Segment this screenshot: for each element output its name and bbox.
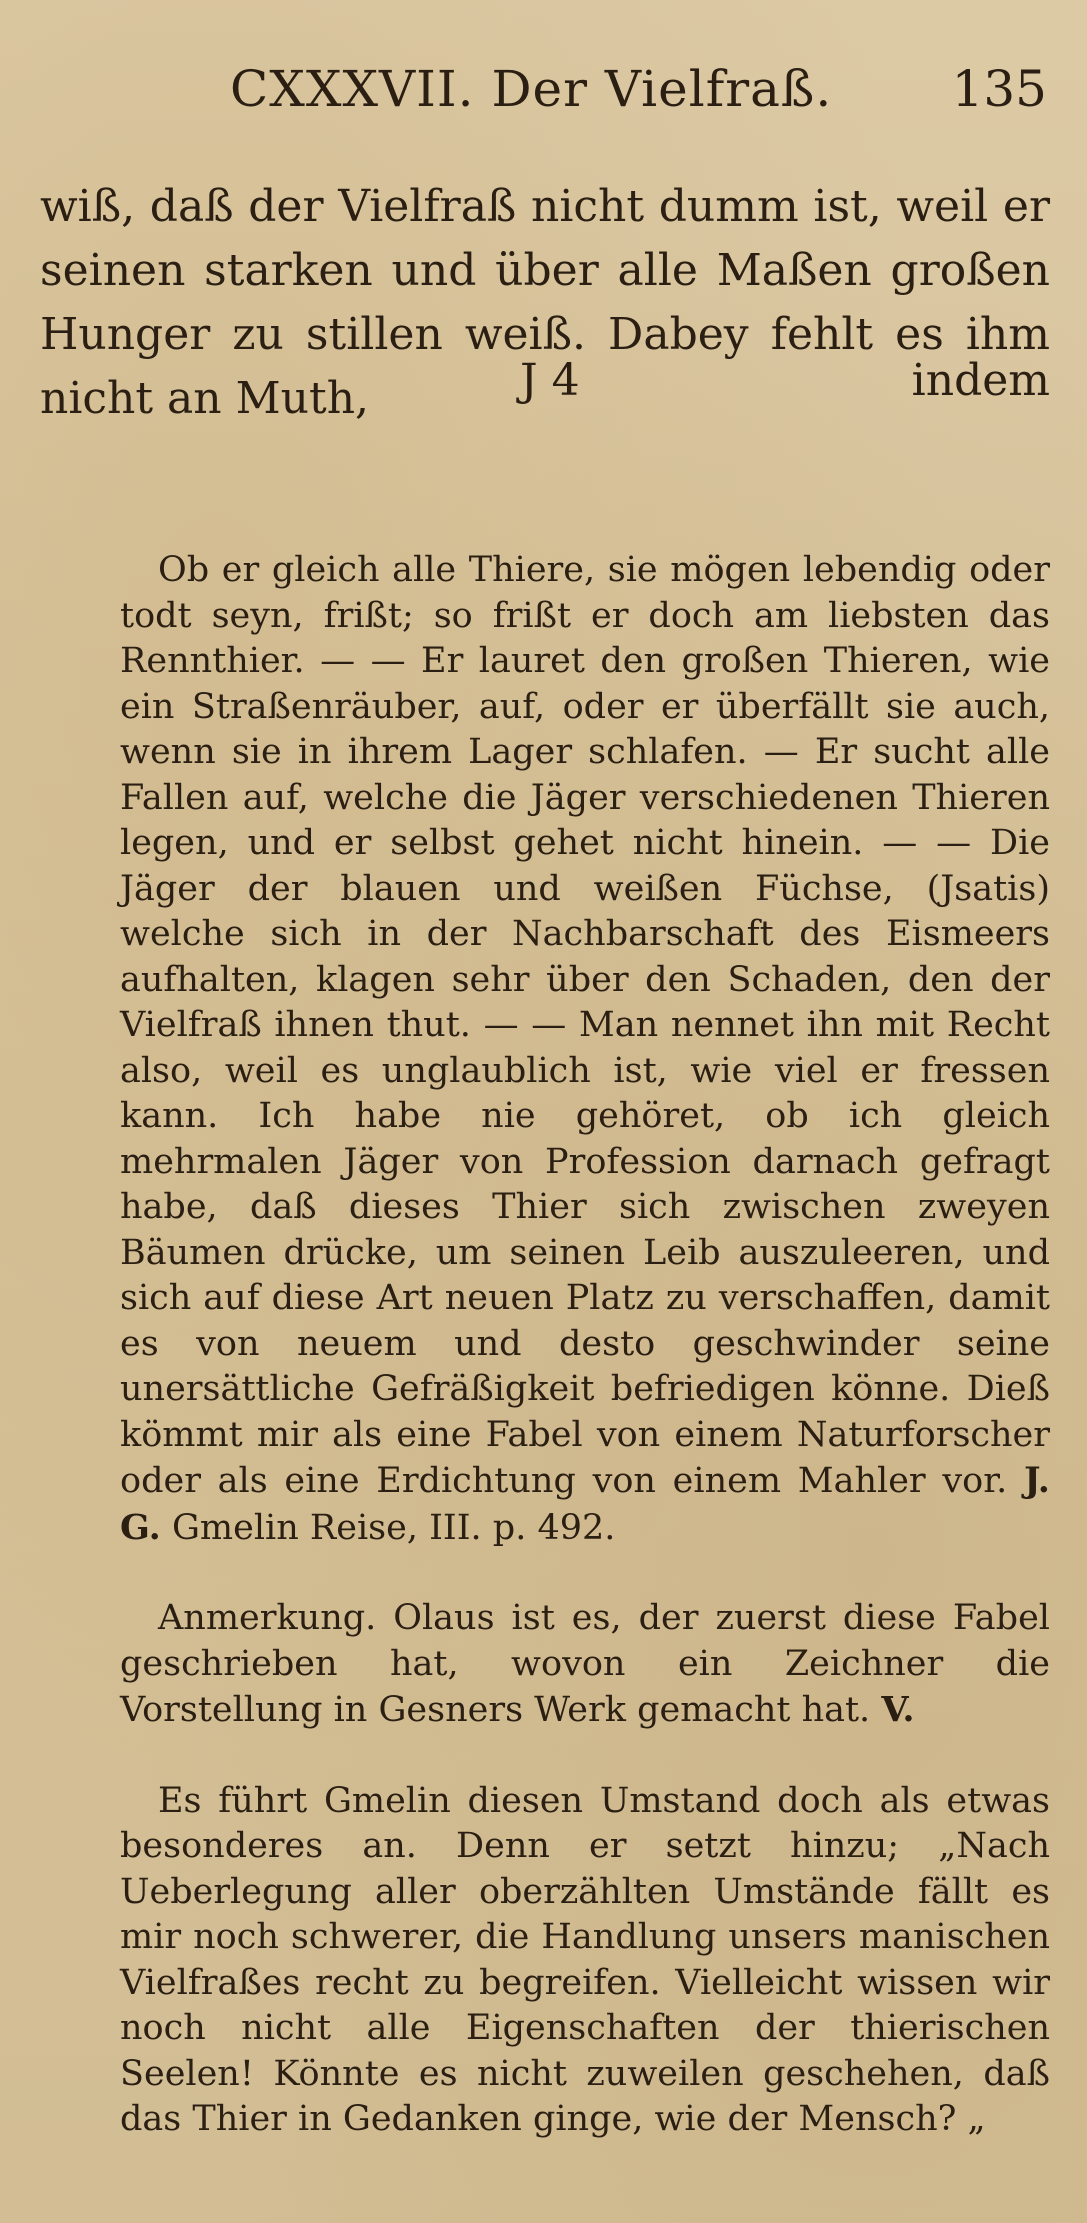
catchword: indem <box>911 355 1050 406</box>
quote-source: Gmelin Reise, III. p. 492. <box>171 1507 616 1548</box>
signature-mark: J 4 <box>520 355 580 406</box>
main-paragraph: wiß, daß der Vielfraß nicht dumm ist, weil er seinen starken und über alle Maßen großen Hunger zu stillen weiß. Dabey fehlt es ihm nicht an Muth, <box>40 181 1050 424</box>
quote-attribution: J. G. <box>120 1460 1050 1548</box>
footnote-block <box>120 548 1050 2143</box>
page-header <box>0 60 1087 140</box>
footnote-note-text: Anmerkung. Olaus ist es, der zuerst diese Fabel geschrieben hat, wovon ein Zeichner die Vorstellung in Gesners Werk gemacht hat. <box>120 1598 1050 1730</box>
footnote-quote-text: Ob er gleich alle Thiere, sie mögen lebendig oder todt seyn, frißt; so frißt er doch am liebsten das Rennthier. — — Er lauret den großen Thieren, wie ein Straßenräuber, auf, oder er überfällt sie auch, wenn sie in ihrem Lager schlafen. — Er sucht alle Fallen auf, welche die Jäger verschiedenen Thieren legen, und er selbst gehet nicht hinein. — — Die Jäger der blauen und weißen Füchse, (Jsatis) welche sich in der Nachbarschaft des Eismeers aufhalten, klagen sehr über den Schaden, den der Vielfraß ihnen thut. — — Man nennet ihn mit Recht also, weil es unglaublich ist, wie viel er fressen kann. Ich habe nie gehöret, ob ich gleich mehrmalen Jäger von Profession darnach gefragt habe, daß dieses Thier sich zwischen zweyen Bäumen drücke, um seinen Leib auszuleeren, und sich auf diese Art neuen Platz zu verschaffen, damit es von neuem und desto geschwinder seine unersättliche Gefräßigkeit befriedigen könne. Dieß kömmt mir als eine Fabel von einem Naturforscher oder als eine Erdichtung von einem Mahler vor. <box>120 550 1050 1501</box>
footnote-quote <box>120 548 1050 1551</box>
signature-row <box>40 355 1050 419</box>
page-number: 135 <box>951 60 1047 118</box>
footnote-note <box>120 1596 1050 1734</box>
footnote-comment: Es führt Gmelin diesen Umstand doch als etwas besonderes an. Denn er setzt hinzu; „Nach Ueberlegung aller oberzählten Umstände fällt es mir noch schwerer, die Handlung unsers manischen Vielfraßes recht zu begreifen. Vielleicht wissen wir noch nicht alle Eigenschaften der thierischen Seelen! Könnte es nicht zuweilen geschehen, daß das Thier in Gedanken ginge, wie der Mensch? „ <box>120 1780 1050 2139</box>
note-signature: V. <box>881 1689 915 1730</box>
running-title: CXXXVII. Der Vielfraß. <box>230 60 833 118</box>
